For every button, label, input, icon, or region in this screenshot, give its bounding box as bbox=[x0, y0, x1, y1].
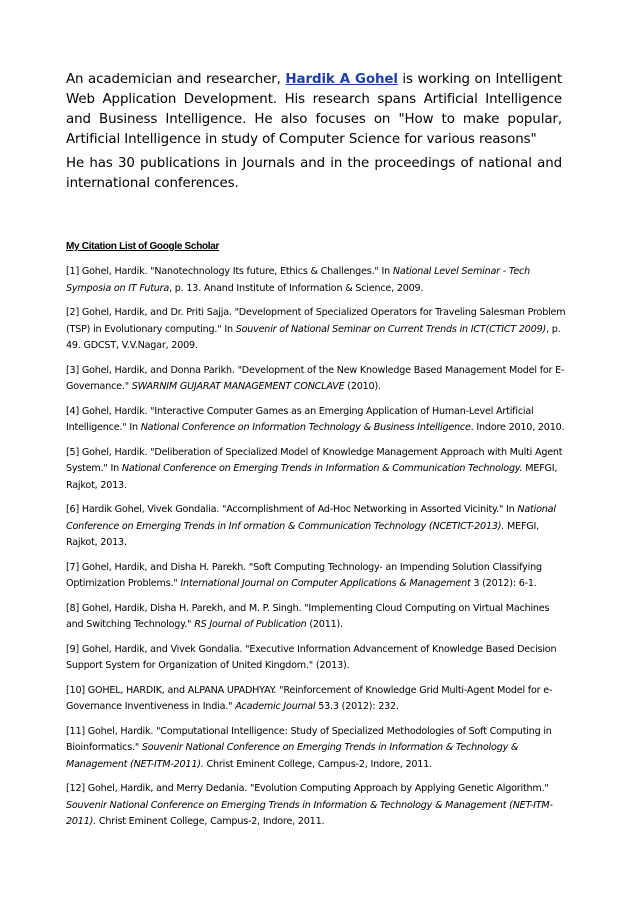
reference-item bbox=[66, 445, 566, 495]
reference-venue: International Journal on Computer Applications & Management bbox=[180, 578, 471, 589]
reference-venue: National Conference on Emerging Trends in Information & Communication Technology. bbox=[121, 463, 523, 474]
intro-section bbox=[66, 70, 562, 194]
intro-paragraph-1 bbox=[66, 70, 562, 150]
reference-details: (2010). bbox=[344, 381, 381, 392]
reference-item bbox=[66, 601, 566, 634]
reference-text: [4] Gohel, Hardik. "Interactive Computer Games as an Emerging Application of Human-Level Artificial Intelligence." In bbox=[66, 405, 534, 433]
reference-text: [6] Hardik Gohel, Vivek Gondalia. "Accomplishment of Ad-Hoc Networking in Assorted Vicinity." In bbox=[66, 504, 518, 515]
reference-item bbox=[66, 560, 566, 593]
reference-details: MEFGI, Rajkot, 2013. bbox=[66, 520, 539, 548]
reference-details: (2011). bbox=[306, 619, 343, 630]
citation-list-heading: My Citation List of Google Scholar bbox=[66, 241, 220, 252]
reference-item bbox=[66, 683, 566, 716]
intro-text-before: An academician and researcher, bbox=[66, 72, 286, 87]
reference-list bbox=[66, 264, 566, 839]
reference-details: . Indore 2010, 2010. bbox=[470, 422, 565, 433]
author-link[interactable]: Hardik A Gohel bbox=[285, 72, 398, 87]
reference-item bbox=[66, 502, 566, 552]
reference-venue: RS Journal of Publication bbox=[194, 619, 307, 630]
reference-text: [8] Gohel, Hardik, Disha H. Parekh, and M. P. Singh. "Implementing Cloud Computing on Virtual Machines and Switching Technology." bbox=[66, 602, 550, 630]
reference-venue: National Level Seminar - Tech Symposia on IT Futura bbox=[66, 266, 531, 294]
reference-details: Christ Eminent College, Campus-2, Indore, 2011. bbox=[203, 758, 432, 770]
reference-item bbox=[66, 642, 566, 675]
reference-item bbox=[66, 363, 566, 396]
reference-item bbox=[66, 404, 566, 437]
reference-details: MEFGI, Rajkot, 2013. bbox=[66, 463, 558, 491]
reference-text: [10] GOHEL, HARDIK, and ALPANA UPADHYAY. "Reinforcement of Knowledge Grid Multi-Agent Model for e-Governance Inventiveness in India." bbox=[66, 684, 553, 712]
reference-details: 53.3 (2012): 232. bbox=[315, 701, 399, 712]
reference-text: [9] Gohel, Hardik, and Vivek Gondalia. "Executive Information Advancement of Knowledge Based Decision Support System for Organization of United Kingdom." (2013). bbox=[66, 643, 557, 671]
reference-item bbox=[66, 781, 566, 831]
reference-venue: Academic Journal bbox=[235, 701, 316, 712]
reference-text: [12] Gohel, Hardik, and Merry Dedania. "Evolution Computing Approach by Applying Genetic Algorithm." bbox=[66, 783, 549, 794]
reference-details: , p. 49. GDCST, V.V.Nagar, 2009. bbox=[66, 323, 561, 351]
reference-item bbox=[66, 305, 566, 355]
reference-text: [11] Gohel, Hardik. "Computational Intelligence: Study of Specialized Methodologies of Soft Computing in Bioinformatics." bbox=[66, 725, 552, 753]
reference-item bbox=[66, 724, 566, 774]
reference-details: Christ Eminent College, Campus-2, Indore, 2011. bbox=[96, 816, 325, 827]
reference-item bbox=[66, 264, 566, 297]
reference-text: [1] Gohel, Hardik. "Nanotechnology Its future, Ethics & Challenges." In bbox=[66, 266, 393, 277]
reference-venue: National Conference on Information Technology & Business Intelligence bbox=[140, 422, 471, 433]
reference-venue: Souvenir of National Seminar on Current Trends in ICT(CTICT 2009) bbox=[235, 323, 547, 335]
reference-venue: National Conference on Emerging Trends in Inf ormation & Communication Technology (NCETICT-2013). bbox=[66, 504, 556, 532]
reference-text: [2] Gohel, Hardik, and Dr. Priti Sajja. "Development of Specialized Operators for Traveling Salesman Problem (TSP) in Evolutionary computing." In bbox=[66, 307, 566, 335]
reference-details: , p. 13. Anand Institute of Information & Science, 2009. bbox=[169, 282, 424, 294]
intro-text-after: is working on Intelligent Web Application Development. His research spans Artificial Intelligence and Business Intelligence. He also focuses on "How to make popular, Artificial Intelligence in study of Computer Science for various reasons" bbox=[66, 72, 562, 147]
intro-paragraph-2: He has 30 publications in Journals and in the proceedings of national and international conferences. bbox=[66, 156, 562, 191]
reference-venue: SWARNIM GUJARAT MANAGEMENT CONCLAVE bbox=[131, 381, 345, 392]
reference-details: 3 (2012): 6-1. bbox=[470, 578, 537, 589]
reference-text: [7] Gohel, Hardik, and Disha H. Parekh. "Soft Computing Technology- an Impending Solution Classifying Optimization Problems." bbox=[66, 561, 542, 589]
reference-text: [3] Gohel, Hardik, and Donna Parikh. "Development of the New Knowledge Based Management Model for E-Governance." bbox=[66, 364, 565, 392]
reference-venue: Souvenir National Conference on Emerging Trends in Information & Technology & Management (NET-ITM-2011). bbox=[66, 742, 519, 770]
reference-text: [5] Gohel, Hardik. "Deliberation of Specialized Model of Knowledge Management Approach with Multi Agent System." In bbox=[66, 446, 563, 474]
reference-venue: Souvenir National Conference on Emerging Trends in Information & Technology & Management (NET-ITM-2011). bbox=[66, 799, 553, 827]
